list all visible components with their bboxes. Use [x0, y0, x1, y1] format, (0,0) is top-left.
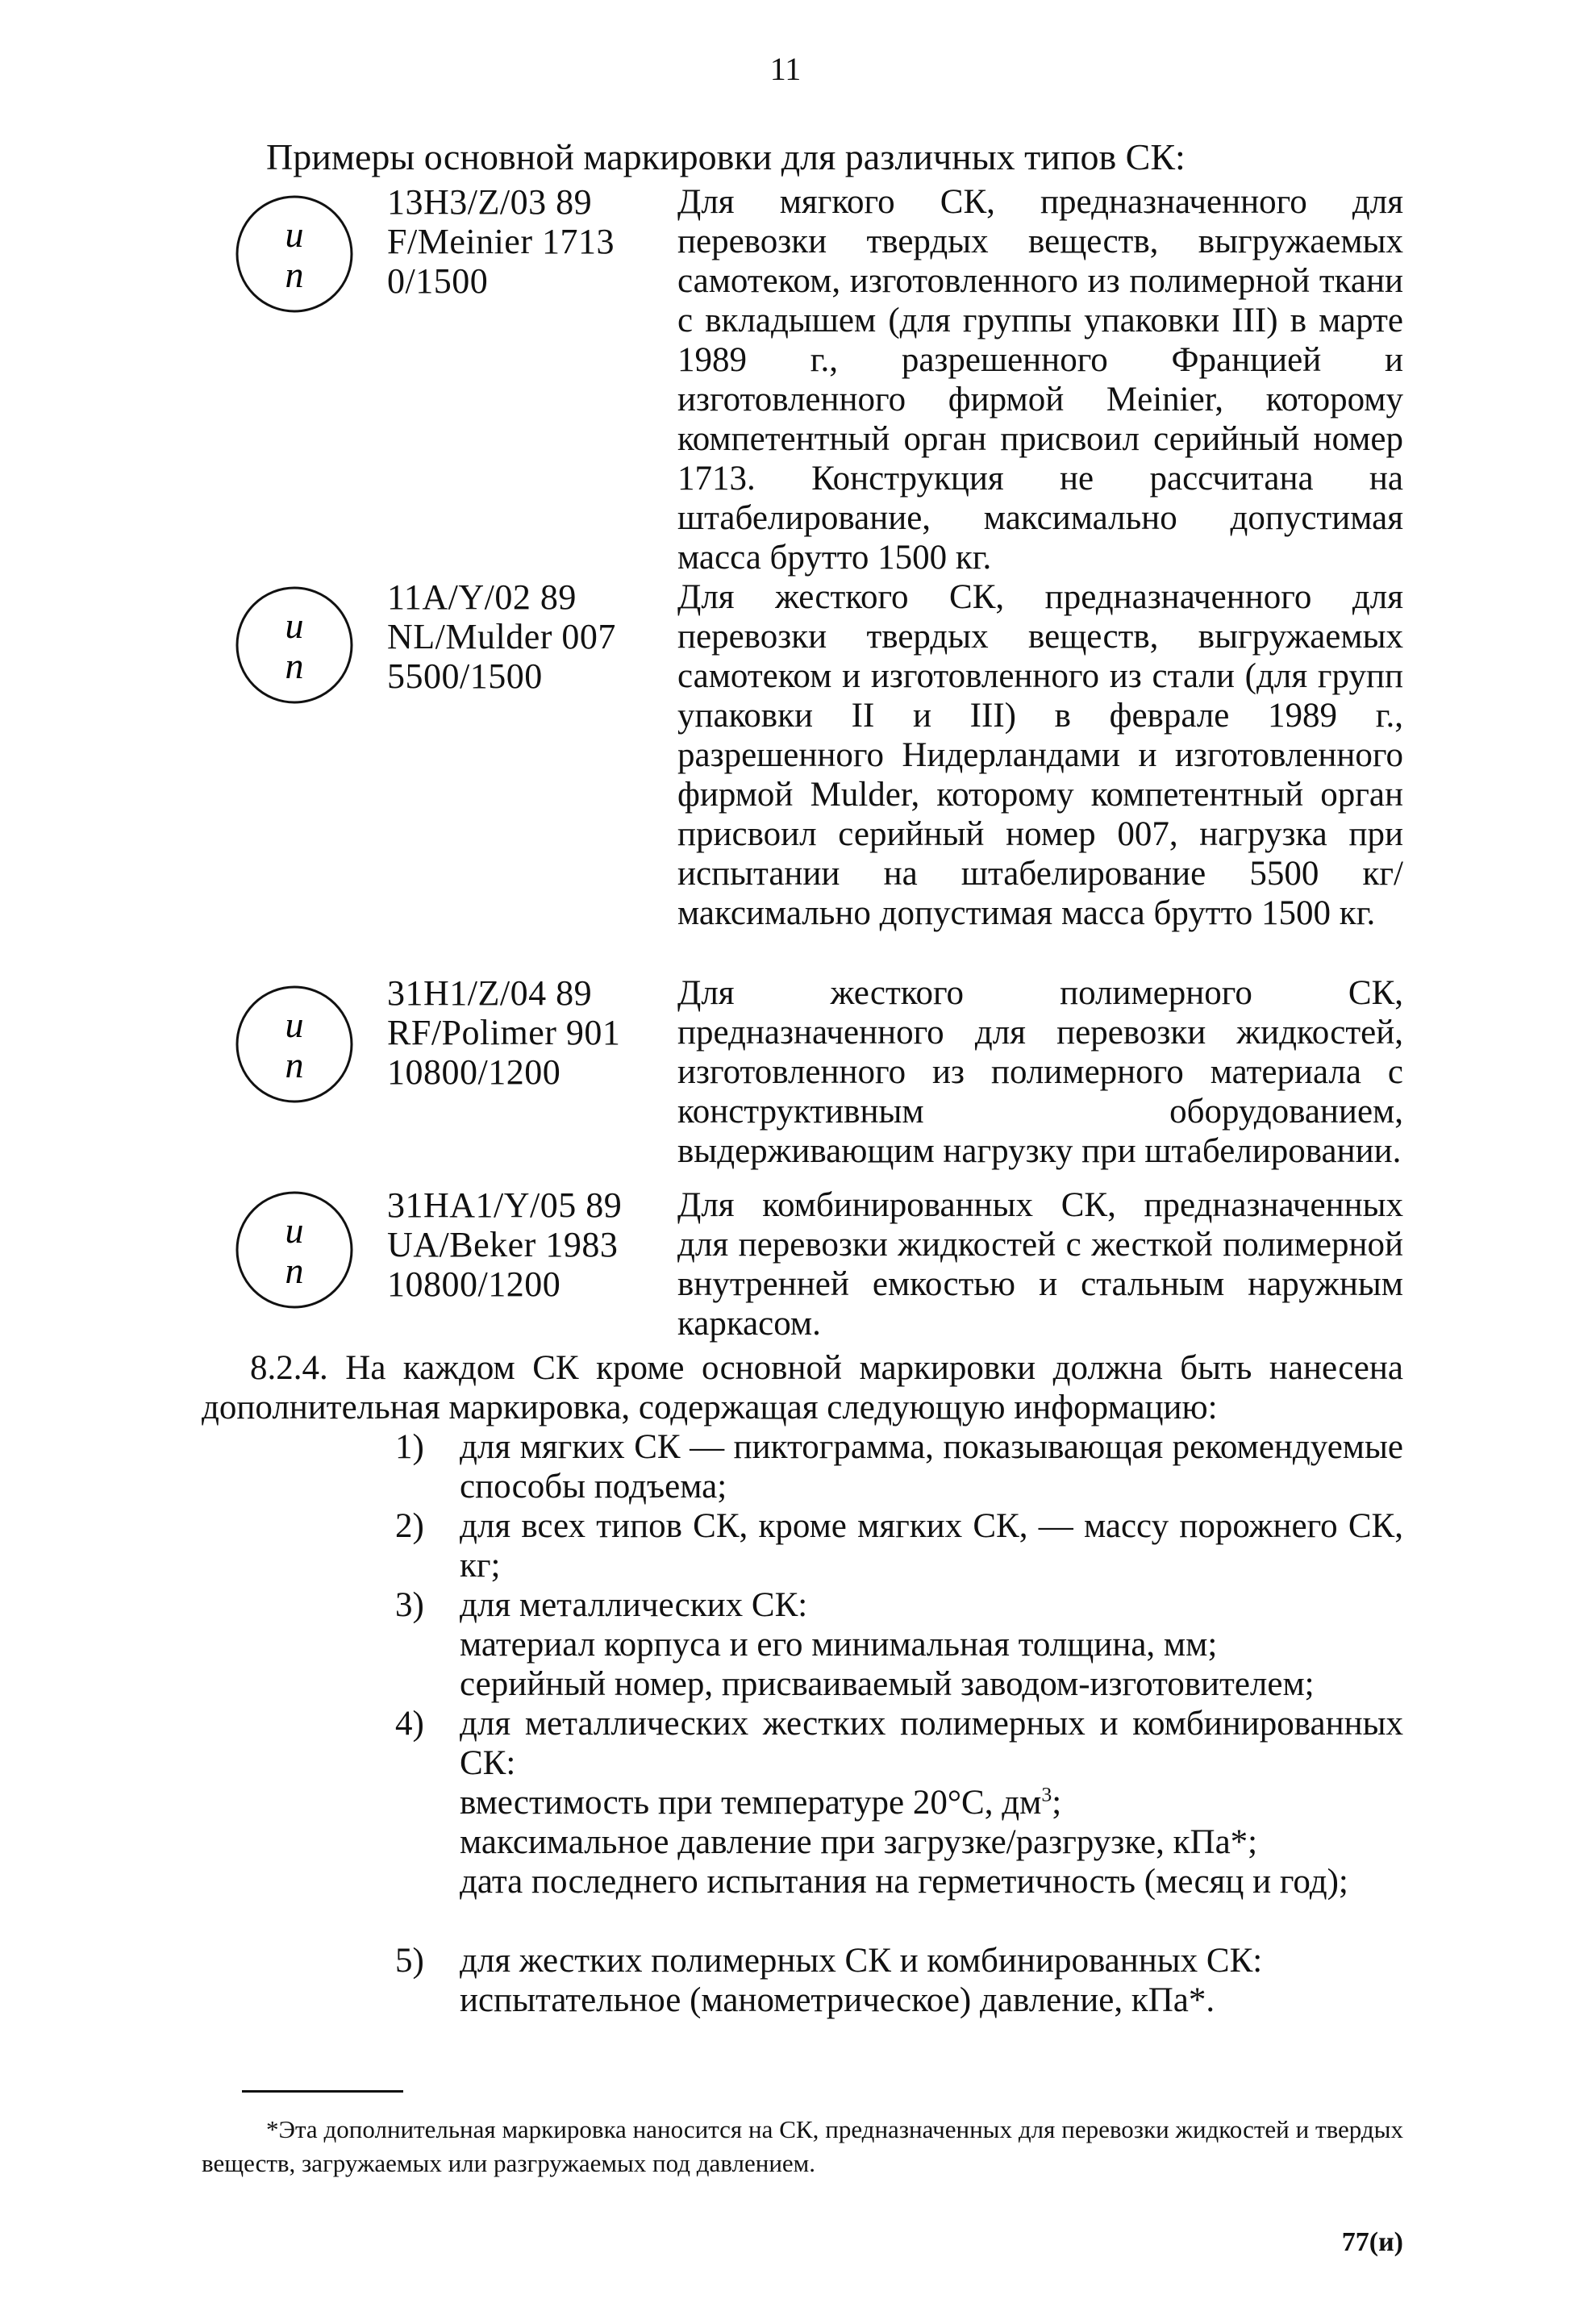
- footnote-divider: [242, 2090, 403, 2093]
- examples-intro: Примеры основной маркировки для различных типов СК:: [266, 136, 1186, 177]
- capacity-unit-exponent: 3: [1041, 1782, 1052, 1806]
- list-item-text: для всех типов СК, кроме мягких СК, — массу порожнего СК, кг;: [460, 1507, 1403, 1585]
- list-item-text: для металлических СК:: [460, 1586, 808, 1624]
- marking-description: Для комбинированных СК, предназначенных для перевозки жидкостей с жесткой полимерной внутренней емкостью и стальным наружным каркасом.: [677, 1186, 1403, 1343]
- capacity-text-end: ;: [1052, 1784, 1062, 1822]
- un-symbol-bottom-letter: n: [285, 645, 304, 686]
- list-item-number: 2): [395, 1507, 424, 1545]
- page-number: 11: [769, 51, 802, 87]
- marking-description: Для жесткого полимерного СК, предназначенного для перевозки жидкостей, изготовленного из полимерного материала с конструктивным оборудованием, выдерживающим нагрузку при штабелировании.: [677, 974, 1403, 1170]
- marking-code-line: UA/Beker 1983: [387, 1225, 619, 1264]
- clause-text: 8.2.4. На каждом СК кроме основной маркировки должна быть нанесена дополнительная маркировка, содержащая следующую информацию:: [202, 1349, 1403, 1426]
- footnote-text: *Эта дополнительная маркировка наносится на СК, предназначенных для перевозки жидкостей и твердых веществ, загружаемых или разгружаемых под давлением.: [202, 2115, 1403, 2177]
- marking-code-line: 31HA1/Y/05 89: [387, 1185, 623, 1225]
- item-4-detail: максимальное давление при загрузке/разгрузке, кПа*;: [460, 1823, 1258, 1861]
- footnote: [202, 2113, 1403, 2180]
- marking-code-line: RF/Polimer 901: [387, 1013, 621, 1052]
- marking-code-line: 10800/1200: [387, 1052, 561, 1092]
- list-item-text: для мягких СК — пиктограмма, показывающая рекомендуемые способы подъема;: [460, 1428, 1403, 1506]
- un-symbol-icon: [234, 1189, 355, 1310]
- item-4-detail: дата последнего испытания на герметичность (месяц и год);: [460, 1863, 1348, 1901]
- marking-code-line: NL/Mulder 007: [387, 617, 616, 656]
- un-symbol-bottom-letter: n: [285, 1044, 304, 1085]
- list-item-number: 5): [395, 1942, 424, 1980]
- un-symbol-top-letter: u: [285, 605, 304, 646]
- page-code: 77(и): [1341, 2227, 1403, 2257]
- list-item-number: 4): [395, 1705, 424, 1743]
- marking-code-line: 10800/1200: [387, 1264, 561, 1304]
- list-item-text: для жестких полимерных СК и комбинированных СК:: [460, 1942, 1263, 1980]
- clause-8-2-4: [202, 1348, 1403, 1427]
- marking-code-line: 5500/1500: [387, 656, 543, 696]
- un-symbol-icon: [234, 984, 355, 1105]
- capacity-text: вместимость при температуре 20°С, дм: [460, 1784, 1042, 1822]
- item-3-detail: материал корпуса и его минимальная толщина, мм;: [460, 1626, 1218, 1664]
- marking-code: [387, 182, 615, 301]
- marking-code: [387, 973, 620, 1092]
- list-item-number: 1): [395, 1428, 424, 1466]
- list-item-text: для металлических жестких полимерных и комбинированных СК:: [460, 1705, 1403, 1782]
- marking-code-line: F/Meinier 1713: [387, 222, 615, 261]
- un-symbol-top-letter: u: [285, 1004, 304, 1045]
- marking-code: [387, 1185, 622, 1304]
- marking-code-line: 31H1/Z/04 89: [387, 973, 593, 1013]
- marking-code-line: 0/1500: [387, 261, 489, 301]
- item-3-detail: серийный номер, присваиваемый заводом-изготовителем;: [460, 1665, 1315, 1703]
- marking-description: Для мягкого СК, предназначенного для перевозки твердых веществ, выгружаемых самотеком, изготовленного из полимерной ткани с вкладышем (для группы упаковки III) в марте 1989 г., разрешенного Францией и изготовленного фирмой Meinier, которому компетентный орган присвоил серийный номер 1713. Конструкция не рассчитана на штабелирование, максимально допустимая масса брутто 1500 кг.: [677, 183, 1403, 577]
- un-symbol-bottom-letter: n: [285, 254, 304, 295]
- un-symbol-icon: [234, 194, 355, 314]
- un-symbol-top-letter: u: [285, 214, 304, 255]
- list-item-number: 3): [395, 1586, 424, 1624]
- marking-code-line: 11A/Y/02 89: [387, 577, 577, 617]
- marking-code-line: 13H3/Z/03 89: [387, 182, 593, 222]
- item-5-detail: испытательное (манометрическое) давление, кПа*.: [460, 1981, 1215, 2019]
- un-symbol-top-letter: u: [285, 1210, 304, 1251]
- marking-description: Для жесткого СК, предназначенного для перевозки твердых веществ, выгружаемых самотеком и изготовленного из стали (для групп упаковки II и III) в феврале 1989 г., разрешенного Нидерландами и изготовленного фирмой Mulder, которому компетентный орган присвоил серийный номер 007, нагрузка при испытании на штабелирование 5500 кг/максимально допустимая масса брутто 1500 кг.: [677, 578, 1403, 932]
- item-4-detail: [460, 1783, 1403, 1822]
- un-symbol-icon: [234, 585, 355, 706]
- marking-code: [387, 577, 616, 696]
- un-symbol-bottom-letter: n: [285, 1250, 304, 1291]
